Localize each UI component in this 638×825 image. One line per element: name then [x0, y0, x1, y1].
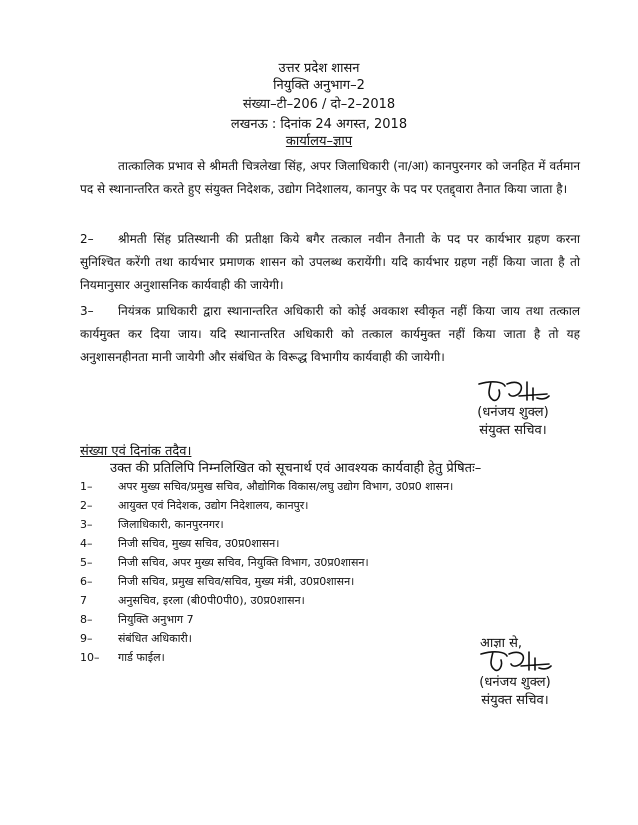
place-date: लखनऊ : दिनांक 24 अगस्त, 2018 [230, 117, 408, 132]
paragraph-number: 3– [80, 304, 94, 318]
list-text: निजी सचिव, मुख्य सचिव, उ0प्र0शासन। [118, 537, 280, 550]
signature-block [450, 630, 580, 710]
list-text: निजी सचिव, प्रमुख सचिव/सचिव, मुख्य मंत्री, उ0प्र0शासन। [118, 575, 355, 588]
list-text: जिलाधिकारी, कानपुरनगर। [118, 518, 224, 531]
list-item [80, 591, 600, 610]
signature-icon [475, 648, 555, 674]
list-text: संबंधित अधिकारी। [118, 632, 192, 645]
reference-number: संख्या–टी–206 / दो–2–2018 [242, 97, 396, 112]
list-text: आयुक्त एवं निदेशक, उद्योग निदेशालय, कानपुर। [118, 499, 309, 512]
list-number: 10– [80, 651, 100, 664]
signature-icon [473, 378, 553, 404]
signatory-name: (धनंजय शुक्ल) [479, 675, 551, 690]
paragraph-1 [80, 155, 580, 201]
list-item [80, 477, 600, 496]
paragraph-3-text: नियंत्रक प्राधिकारी द्वारा स्थानान्तरित अधिकारी को कोई अवकाश स्वीकृत नहीं किया जाय तथा तत्काल कार्यमुक्त कर दिया जाय। यदि स्थानान्तरित अधिकारी को तत्काल कार्यमुक्त नहीं किया जाता है तो यह अनुशासनहीनता मानी जायेगी और संबंधित के विरूद्ध विभागीय कार्यवाही की जायेगी। [80, 304, 580, 364]
govt-title: उत्तर प्रदेश शासन [278, 61, 360, 76]
list-item [80, 610, 600, 629]
section-name: नियुक्ति अनुभाग–2 [273, 78, 365, 93]
paragraph-3 [80, 300, 580, 369]
paragraph-number: 2– [80, 232, 94, 246]
paragraph-2-text: श्रीमती सिंह प्रतिस्थानी की प्रतीक्षा किये बगैर तत्काल नवीन तैनाती के पद पर कार्यभार ग्रहण करना सुनिश्चित करेंगी तथा कार्यभार प्रमाणक शासन को उपलब्ध करायेंगी। यदि कार्यभार ग्रहण नहीं किया जाता है तो नियमानुसार अनुशासनिक कार्यवाही की जायेगी। [80, 232, 580, 292]
list-text: नियुक्ति अनुभाग 7 [118, 613, 194, 626]
list-number: 4– [80, 537, 93, 550]
signatory-designation: संयुक्त सचिव। [481, 693, 549, 708]
copy-intro: उक्त की प्रतिलिपि निम्नलिखित को सूचनार्थ एवं आवश्यक कार्यवाही हेतु प्रेषितः– [110, 461, 482, 476]
list-number: 1– [80, 480, 93, 493]
list-text: गार्ड फाईल। [118, 651, 165, 664]
list-number: 7 [80, 594, 87, 607]
paragraph-2 [80, 228, 580, 297]
list-item [80, 534, 600, 553]
paragraph-1-text: तात्कालिक प्रभाव से श्रीमती चित्रलेखा सिंह, अपर जिलाधिकारी (ना/आ) कानपुरनगर को जनहित में वर्तमान पद से स्थानान्तरित करते हुए संयुक्त निदेशक, उद्योग निदेशालय, कानपुर के पद पर एतद्द्वारा तैनात किया जाता है। [80, 159, 580, 196]
reference-line: संख्या एवं दिनांक तदैव। [80, 444, 192, 459]
list-item [80, 572, 600, 591]
list-number: 9– [80, 632, 93, 645]
signatory-name: (धनंजय शुक्ल) [477, 405, 549, 420]
signatory-designation: संयुक्त सचिव। [479, 423, 547, 438]
list-item [80, 496, 600, 515]
list-text: निजी सचिव, अपर मुख्य सचिव, नियुक्ति विभाग, उ0प्र0शासन। [118, 556, 369, 569]
list-text: अपर मुख्य सचिव/प्रमुख सचिव, औद्योगिक विकास/लघु उद्योग विभाग, उ0प्र0 शासन। [118, 480, 454, 493]
signature-block [448, 378, 578, 440]
list-number: 2– [80, 499, 93, 512]
memo-title: कार्यालय–ज्ञाप [285, 134, 353, 149]
order-text: आज्ञा से, [480, 636, 523, 651]
list-number: 8– [80, 613, 93, 626]
list-number: 6– [80, 575, 93, 588]
list-text: अनुसचिव, इरला (बी0पी0पी0), उ0प्र0शासन। [118, 594, 305, 607]
list-number: 5– [80, 556, 93, 569]
list-number: 3– [80, 518, 93, 531]
list-item [80, 515, 600, 534]
list-item [80, 553, 600, 572]
